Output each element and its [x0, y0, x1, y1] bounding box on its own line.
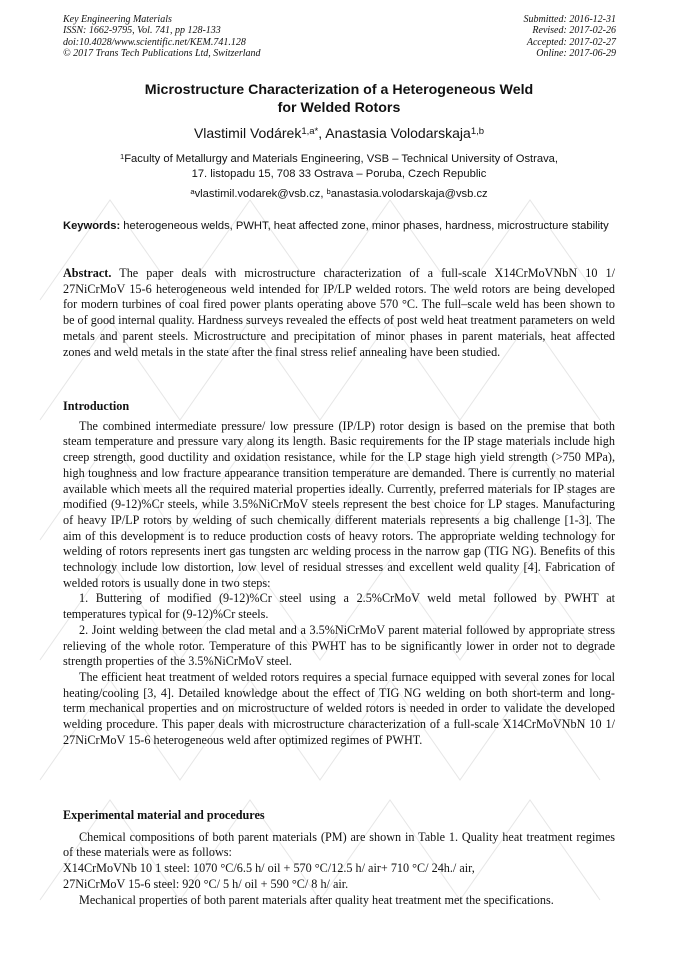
section-title: Experimental material and procedures — [63, 808, 265, 822]
heat-treatment-line: 27NiCrMoV 15-6 steel: 920 °C/ 5 h/ oil + 590 °C/ 8 h/ air. — [63, 876, 349, 891]
author-name: Vlastimil Vodárek — [193, 125, 302, 141]
journal-header-right — [524, 14, 617, 60]
affiliation-line-1: Faculty of Metallurgy and Materials Engineering, VSB – Technical University of Ostrava, — [124, 153, 559, 165]
paper-title-line-1: Microstructure Characterization of a Heterogeneous Weld — [144, 82, 534, 98]
paragraph: Mechanical properties of both parent materials after quality heat treatment met the specifications. — [79, 892, 554, 907]
date-submitted: Submitted: 2016-12-31 — [523, 14, 616, 25]
affiliation-line-2: 17. listopadu 15, 708 33 Ostrava – Poruba, Czech Republic — [191, 168, 487, 180]
journal-name: Key Engineering Materials — [63, 14, 172, 25]
journal-issn: ISSN: 1662-9795, Vol. 741, pp 128-133 — [63, 25, 221, 37]
journal-header-left — [63, 14, 261, 60]
email-address: vlastimil.vodarek@vsb.cz, — [194, 188, 327, 200]
date-revised: Revised: 2017-02-26 — [532, 25, 616, 37]
paper-title-line-2: for Welded Rotors — [277, 99, 401, 116]
date-accepted: Accepted: 2017-02-27 — [526, 36, 616, 48]
experimental-section — [63, 808, 615, 908]
paragraph: The efficient heat treatment of welded rotors requires a special furnace equipped with several zones for local heating/cooling [3, 4]. Detailed knowledge about the effect of TIG NG welding on both short-term and long-term mechanical properties and on microstructure of welded rotors is needed in order to validate the developed welding procedure. This paper deals with microstructure characterization of a full-scale X14CrMoVNbN 10 1/ 27NiCrMoV 15-6 heterogeneous weld after optimized regimes of PWHT. — [63, 669, 615, 747]
email-address: anastasia.volodarskaja@vsb.cz — [330, 188, 488, 200]
paper-title — [60, 82, 618, 117]
keywords-text: heterogeneous welds, PWHT, heat affected zone, minor phases, hardness, microstructure stability — [120, 220, 609, 232]
affiliation-marker: 1 — [119, 151, 125, 161]
date-online: Online: 2017-06-29 — [536, 48, 616, 60]
journal-copyright: © 2017 Trans Tech Publications Ltd, Switzerland — [63, 48, 261, 60]
journal-doi: doi:10.4028/www.scientific.net/KEM.741.128 — [63, 36, 246, 48]
paragraph: The combined intermediate pressure/ low pressure (IP/LP) rotor design is based on the premise that both steam temperature and pressure vary along its length. Basic requirements for the IP stage materials include high creep strength, good ductility and oxidation resistance, while for the LP stage high yield strength (>750 MPa), high toughness and low fracture appearance transition temperature are demanded. There is currently no material available which meets all the required material properties ideally. Currently, preferred materials for IP stages are modified (9-12)%Cr steels, while 3.5%NiCrMoV steels represent the best choice for LP stages. Manufacturing of heavy IP/LP rotors by welding of such chemically different materials represents a big challenge [1-3]. The aim of this development is to reduce production costs of heavy rotors. The appropriate welding technology for welding of rotors represents inert gas tungsten arc welding process in the narrow gap (TIG NG). Benefits of this technology include low distortion, low level of residual stresses and excellent weld quality [4]. Fabrication of welded rotors is usually done in two steps: — [63, 418, 615, 590]
author-affiliation-marker: 1,a* — [301, 125, 319, 137]
heat-treatment-line: X14CrMoVNb 10 1 steel: 1070 °C/6.5 h/ oil + 570 °C/12.5 h/ air+ 710 °C/ 24h./ air, — [63, 861, 475, 876]
abstract-text: The paper deals with microstructure characterization of a full-scale X14CrMoVNbN 10 1/ 27NiCrMoV 15-6 heterogeneous weld intended for IP/LP welded rotors. The weld rotors are being developed for modern turbines of coal fired power plants operating above 570 °C. The full–scale weld has been shown to be of good internal quality. Hardness surveys revealed the effects of post weld heat treatment parameters on weld metals and parent steels. Microstructure and precipitation of minor phases in parent materials, heat affected zones and weld metals in the state after the final stress relief annealing have been studied. — [63, 266, 615, 359]
affiliation — [60, 152, 618, 182]
author-affiliation-marker: 1,b — [470, 125, 485, 137]
author-emails — [60, 187, 618, 201]
introduction-section — [63, 399, 615, 748]
list-item: 1. Buttering of modified (9-12)%Cr steel using a 2.5%CrMoV weld metal followed by PWHT at temperatures typical for (9-12)%Cr steels. — [63, 591, 615, 622]
author-name: Anastasia Volodarskaja — [325, 125, 471, 141]
author-separator: , — [318, 125, 326, 141]
keywords-label: Keywords: — [63, 220, 121, 232]
author-list — [60, 125, 618, 141]
email-marker: a — [190, 186, 195, 196]
paragraph: Chemical compositions of both parent materials (PM) are shown in Table 1. Quality heat treatment regimes of these materials were as follows: — [63, 829, 615, 860]
abstract — [63, 266, 615, 360]
abstract-label: Abstract. — [63, 266, 112, 280]
keywords — [63, 219, 615, 234]
email-marker: b — [326, 186, 331, 196]
list-item: 2. Joint welding between the clad metal and a 3.5%NiCrMoV parent material followed by appropriate stress relieving of the whole rotor. Temperature of this PWHT has to be significantly lower in order not to degrade strength properties of the 3.5%NiCrMoV steel. — [63, 622, 615, 669]
section-title: Introduction — [63, 399, 130, 413]
